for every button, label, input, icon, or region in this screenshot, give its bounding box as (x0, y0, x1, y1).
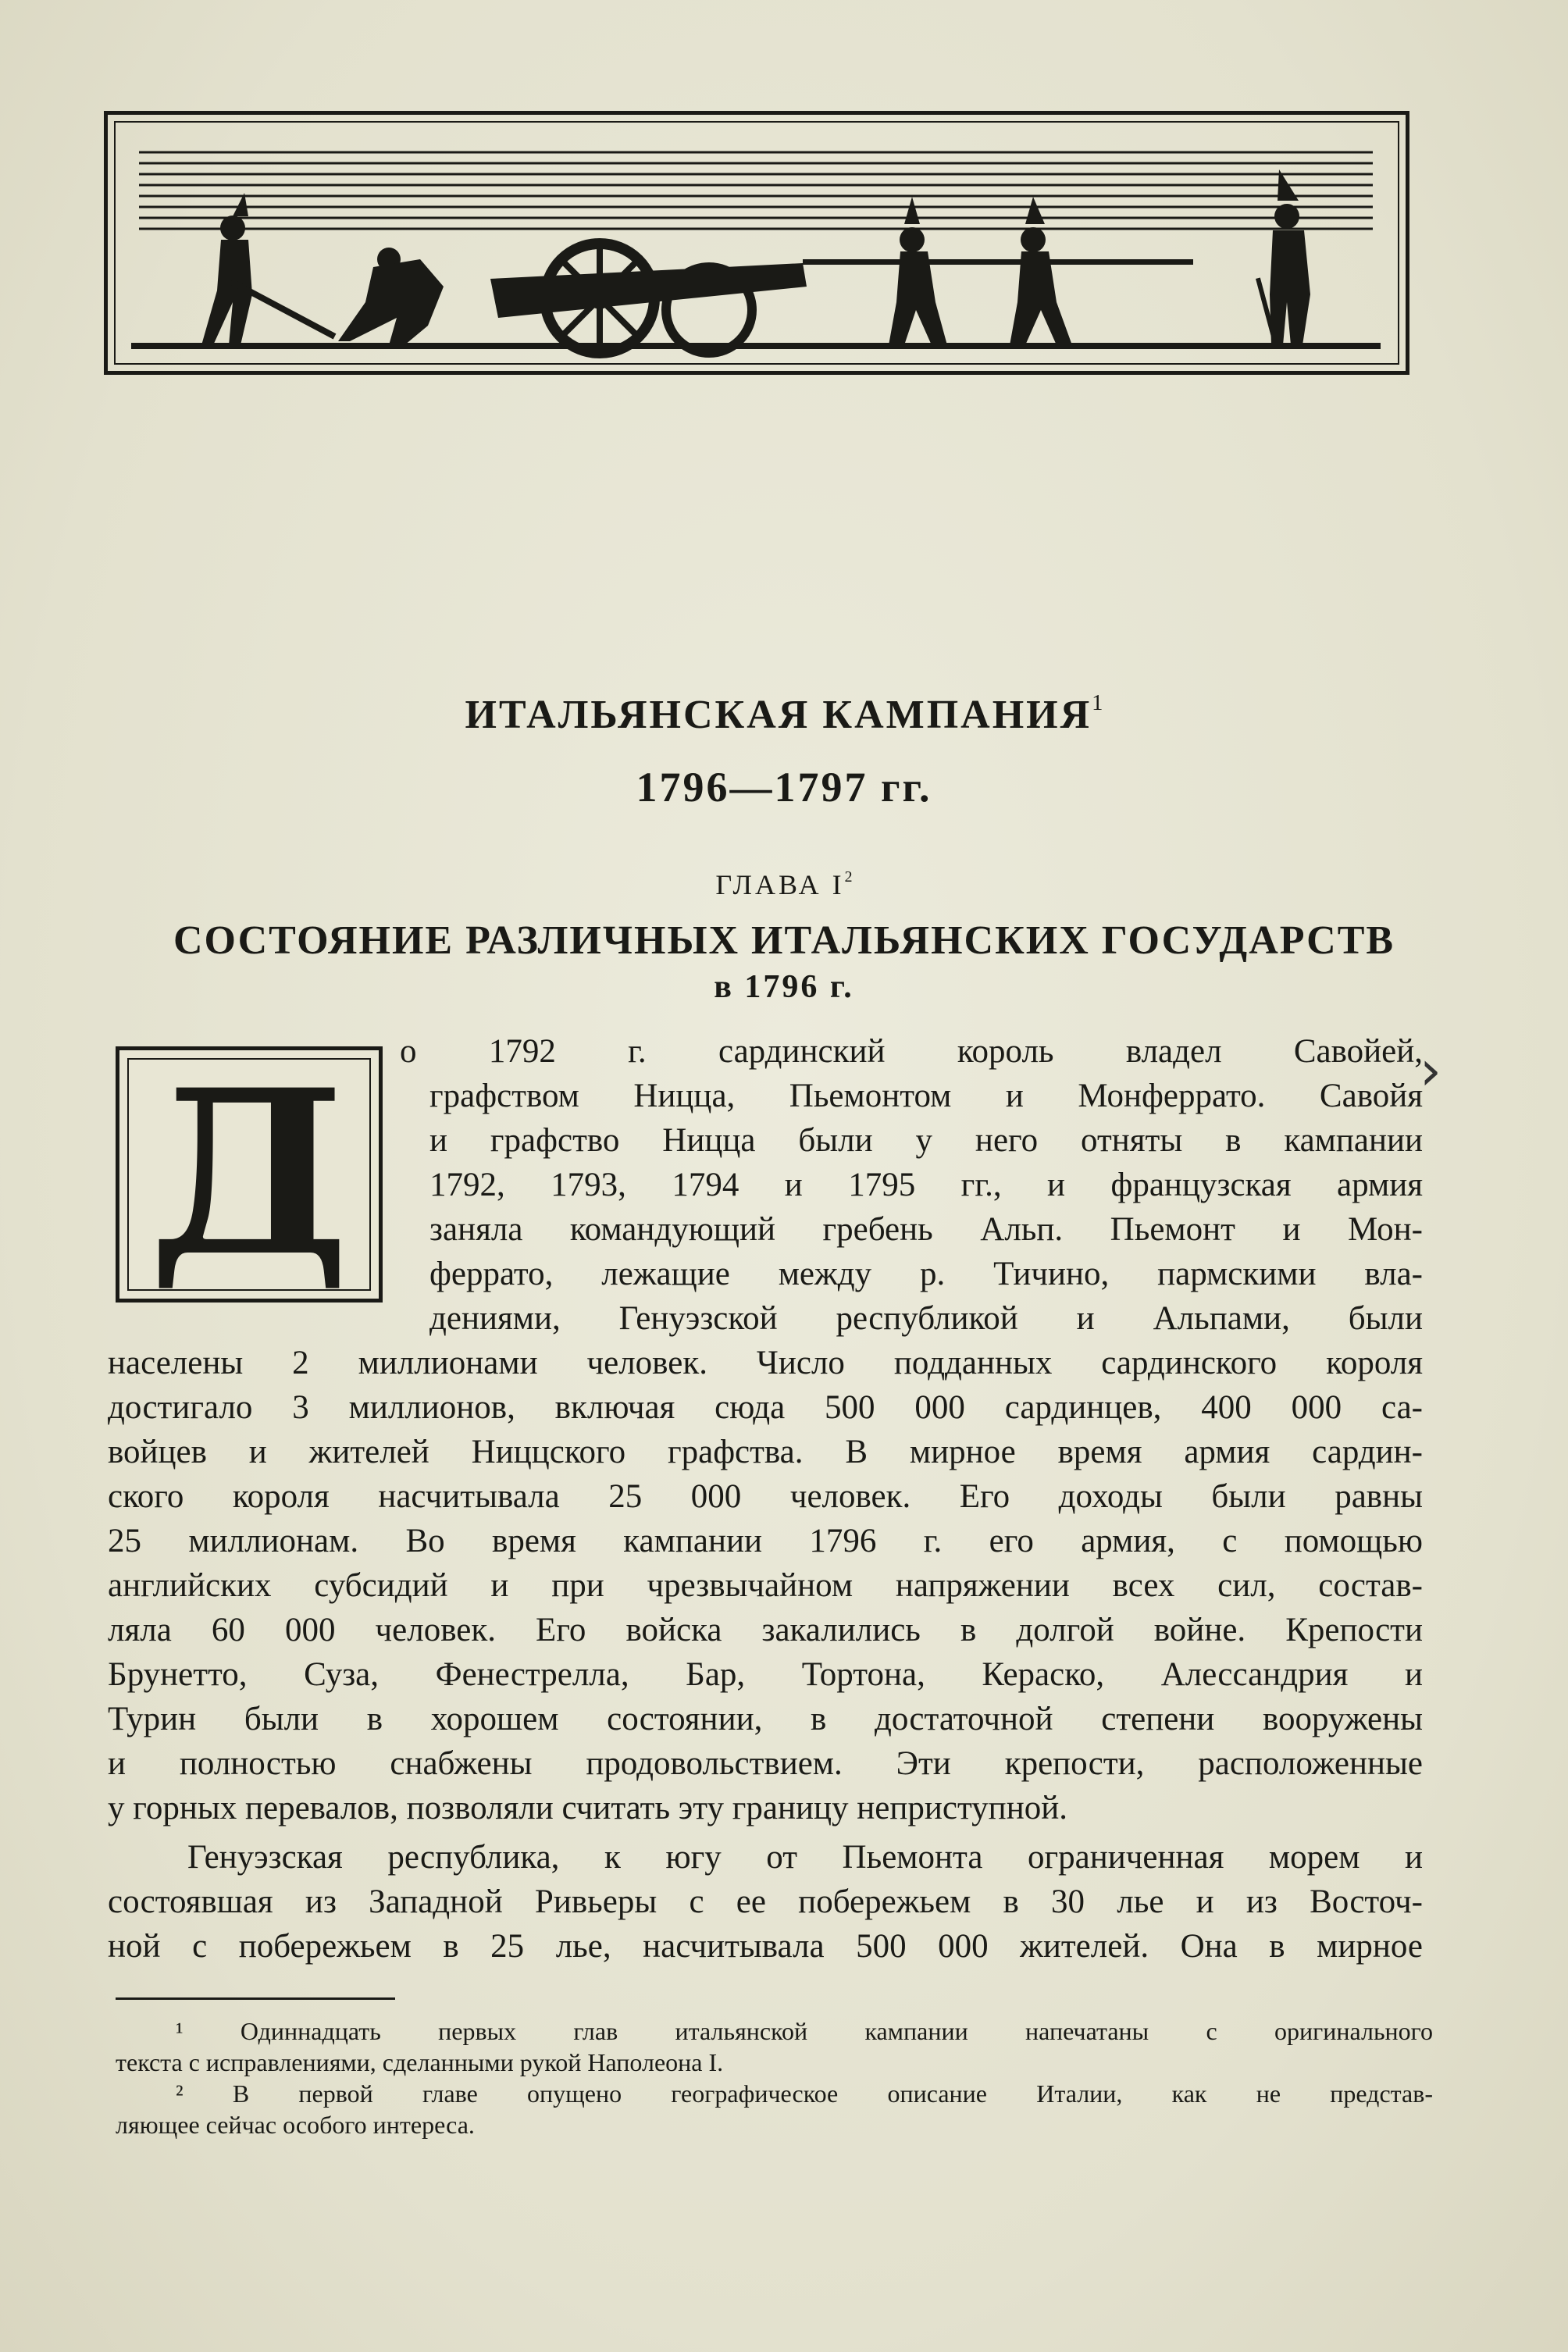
body-line: Генуэзская республика, к югу от Пьемонта ограниченная морем и (187, 1839, 1423, 1876)
body-line: заняла командующий гребень Альп. Пьемонт и Мон- (429, 1211, 1423, 1248)
footnote-line: ¹ Одиннадцать первых глав итальянской кампании напечатаны с оригинального (176, 2017, 1433, 2045)
body-line: ляла 60 000 человек. Его войска закалились в долгой войне. Крепости (108, 1612, 1423, 1648)
body-line: ского короля насчитывала 25 000 человек. Его доходы были равны (108, 1478, 1423, 1515)
footnote-line: ² В первой главе опущено географическое описание Италии, как не представ- (176, 2079, 1433, 2108)
body-line: графством Ницца, Пьемонтом и Монферрато. Савойя (429, 1078, 1423, 1114)
margin-mark: › (1420, 1039, 1441, 1103)
body-line: войцев и жителей Ниццского графства. В мирное время армия сардин- (108, 1434, 1423, 1470)
body-line: ной с побережьем в 25 лье, насчитывала 500 000 жителей. Она в мирное (108, 1928, 1423, 1965)
part-title: ИТАЛЬЯНСКАЯ КАМПАНИЯ$^1$ (465, 691, 1103, 737)
footnote-line: ляющее сейчас особого интереса. (116, 2111, 475, 2139)
body-line: дениями, Генуэзской республикой и Альпами, были (429, 1300, 1423, 1337)
chapter-subtitle: в 1796 г. (714, 969, 854, 1005)
body-line: у горных перевалов, позволяли считать эту границу неприступной. (108, 1790, 1067, 1826)
body-line: 25 миллионам. Во время кампании 1796 г. его армия, с помощью (108, 1523, 1423, 1559)
body-line: состоявшая из Западной Ривьеры с ее побережьем в 30 лье и из Восточ- (108, 1883, 1423, 1920)
drop-cap-frame (116, 1041, 383, 1306)
body-line: английских субсидий и при чрезвычайном напряжении всех сил, состав- (108, 1567, 1423, 1604)
drop-cap-letter: Д (148, 1041, 350, 1306)
body-line: достигало 3 миллионов, включая сюда 500 000 сардинцев, 400 000 са- (108, 1389, 1423, 1426)
header-illustration (104, 111, 1409, 375)
body-line: 1792, 1793, 1794 и 1795 гг., и французская армия (429, 1167, 1423, 1203)
body-line: Турин были в хорошем состоянии, в достаточной степени вооружены (108, 1701, 1423, 1737)
artillery-silhouette-icon (116, 123, 1398, 363)
chapter-title: СОСТОЯНИЕ РАЗЛИЧНЫХ ИТАЛЬЯНСКИХ ГОСУДАРСТВ (173, 918, 1395, 963)
body-line: и полностью снабжены продовольствием. Эти крепости, расположенные (108, 1745, 1423, 1782)
body-line: феррато, лежащие между р. Тичино, пармскими вла- (429, 1256, 1423, 1292)
body-line: населены 2 миллионами человек. Число подданных сардинского короля (108, 1345, 1423, 1381)
footnote-divider (116, 1997, 395, 2000)
body-line: о 1792 г. сардинский король владел Савойей, (400, 1033, 1423, 1070)
body-line: Брунетто, Суза, Фенестрелла, Бар, Тортона, Кераско, Алессандрия и (108, 1656, 1423, 1693)
chapter-number: ГЛАВА I$^2$ (715, 868, 853, 900)
part-years: 1796—1797 гг. (636, 764, 932, 811)
footnote-line: текста с исправлениями, сделанными рукой Наполеона I. (116, 2048, 724, 2076)
body-line: и графство Ницца были у него отняты в кампании (429, 1122, 1423, 1159)
